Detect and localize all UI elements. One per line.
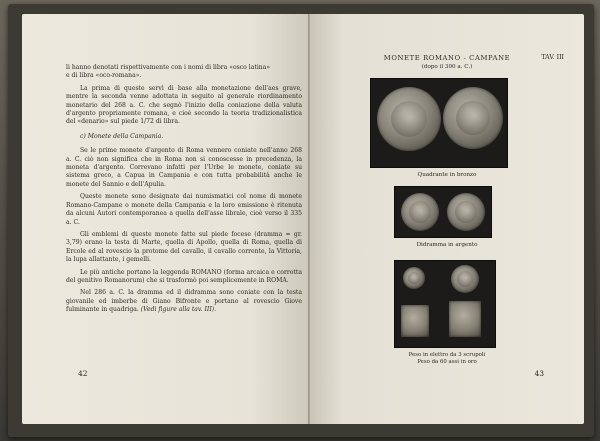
page-number-left: 42 bbox=[78, 369, 88, 378]
didramma-photo bbox=[394, 186, 492, 238]
text-line: li hanno denotati rispettivamente con i nomi di libra «osco latina» bbox=[66, 64, 271, 71]
paragraph: Queste monete sono designate dai numismatici col nome di monete Romano-Campane o monete della Campania e la loro emissione è ritenuta da alcuni Autori contemporanea a quella dell'asse librale, cioè verso il 335 a. C. bbox=[66, 193, 302, 226]
paragraph: La prima di queste servì di base alla monetazione dell'aes grave, mentre la seconda venne adottata in seguito al generale riordinamento monetario del 268 a. C. che segnò l'inizio della coniazione della valuta d'argento propriamente romana, e cioè secondo la teoria tradizionalistica del «denario» sul piede 1/72 di libra. bbox=[66, 84, 302, 126]
coin-obverse-image bbox=[377, 87, 441, 151]
figure-reference: (Vedi figure alla tav. III). bbox=[140, 306, 217, 314]
coin-reverse-image bbox=[443, 87, 503, 149]
peso-photo bbox=[394, 260, 496, 348]
caption-peso-line: Peso da 60 assi in oro bbox=[417, 358, 477, 365]
open-book bbox=[8, 4, 594, 437]
coin-obverse-image bbox=[401, 193, 439, 231]
weight-image bbox=[401, 305, 429, 337]
caption-didramma: Didramma in argento bbox=[416, 242, 478, 248]
paragraph bbox=[66, 289, 302, 314]
right-page bbox=[310, 14, 584, 424]
paragraph-text: Nel 286 a. C. la dramma ed il didramma sono coniate con la testa giovanile ed imberbe di Giano Bifronte e portano al rovescio Giove fulminante in quadriga. bbox=[66, 289, 302, 314]
weight-image bbox=[449, 301, 481, 337]
text-line: e di libra «oco-romana». bbox=[66, 72, 142, 80]
coin-image bbox=[403, 267, 425, 289]
caption-peso-line: Peso in elettro da 3 scrupoli bbox=[408, 352, 486, 358]
coin-reverse-image bbox=[447, 193, 485, 231]
page-number-right: 43 bbox=[534, 369, 544, 378]
paragraph: Le più antiche portano la leggenda ROMANO (forma arcaica e corrotta del genitivo Romanorum) che si trasformò poi semplicemente in ROMA. bbox=[66, 268, 302, 284]
left-page bbox=[22, 14, 310, 424]
plate-number: TAV. III bbox=[541, 54, 564, 61]
plate-title: MONETE ROMANO - CAMPANE bbox=[383, 54, 511, 62]
caption-peso bbox=[310, 352, 584, 366]
paragraph: Se le prime monete d'argento di Roma vennero coniate nell'anno 268 a. C. ciò non significa che in Roma non si conoscesse in precedenza, la moneta d'argento. Correvano infatti per l'Urbe le monete, coniate su sistema greco, a Capua in Campania e con tutta probabilità anche le monete del Sannio e dell'Apulia. bbox=[66, 147, 302, 188]
caption-quadrante: Quadrante in bronzo bbox=[417, 172, 477, 178]
coin-image bbox=[451, 265, 479, 293]
paragraph: Gli emblemi di queste monete fatte sul piede focese (dramma = gr. 3,79) erano la testa di Marte, quella di Apollo, quella di Roma, quella di Ercole ed al rovescio la protome del cavallo, il cavallo corrente, la Vittoria, la lupa allattante, i gemelli. bbox=[66, 230, 302, 264]
section-heading: c) Monete della Campania. bbox=[80, 132, 164, 140]
left-page-text bbox=[66, 64, 302, 315]
plate-subtitle: (dopo il 300 a. C.) bbox=[421, 64, 473, 70]
quadrante-photo bbox=[370, 78, 508, 168]
